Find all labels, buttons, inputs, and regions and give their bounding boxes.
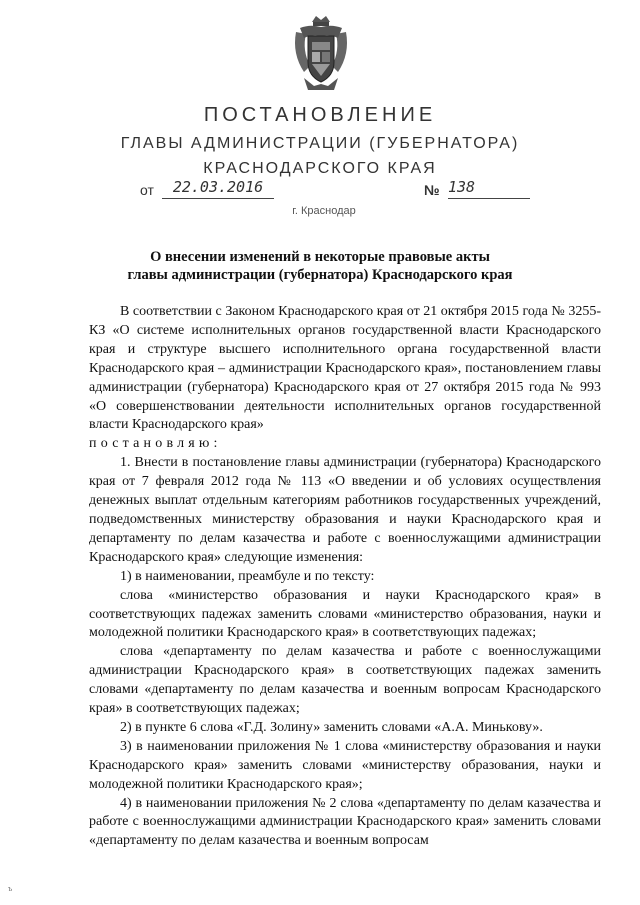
item-1-paragraph: 1. Внести в постановление главы администрации (губернатора) Краснодарского края от 7 февраля 2012 года № 113 «О введении и об условиях осуществления денежных выплат отдельным категориям работников государственных учреждений, подведомственных министерству образования и науки Краснодарского края и департаменту по делам казачества и работе с военнослужащими администрации Краснодарского края» следующие изменения: [89, 455, 601, 565]
subitem-4-paragraph: 4) в наименовании приложения № 2 слова «департаменту по делам казачества и работе с военнослужащими администрации Краснодарского края» заменить словами «департаменту по делам казачества и военным вопросам [89, 795, 601, 849]
city-label: г. Краснодар [292, 205, 356, 217]
krasnodar-coat-of-arms-icon [290, 14, 352, 94]
replace-department-paragraph: слова «департаменту по делам казачества и работе с военнослужащими администрации Краснодарского края» в соответствующих падежах заменить словами «департаменту по делам казачества и военным вопросам Краснодарского края» в соответствующих падежах; [89, 644, 601, 717]
document-subject [60, 248, 580, 284]
subject-line-1: О внесении изменений в некоторые правовые акты [150, 249, 490, 265]
document-type-title: ПОСТАНОВЛЕНИЕ [203, 104, 437, 126]
issuer-line-1: ГЛАВЫ АДМИНИСТРАЦИИ (ГУБЕРНАТОРА) [120, 135, 520, 152]
document-body [89, 303, 601, 851]
replace-ministry-paragraph: слова «министерство образования и науки Краснодарского края» в соответствующих падежах заменить словами «министерство образования, науки и молодежной политики Краснодарского края» в соответствующих падежах; [89, 587, 601, 641]
issuer-line-2: КРАСНОДАРСКОГО КРАЯ [203, 160, 437, 177]
number-value: 138 [448, 178, 530, 199]
corner-mark: ъ [8, 884, 13, 893]
number-label: № [424, 182, 440, 198]
subitem-3-paragraph: 3) в наименовании приложения № 1 слова «министерству образования и науки Краснодарского края» заменить словами «министерству образования, науки и молодежной политики Краснодарского края»; [89, 738, 601, 792]
preamble-paragraph: В соответствии с Законом Краснодарского края от 21 октября 2015 года № 3255-КЗ «О системе исполнительных органов государственной власти Краснодарского края и структуре высшего исполнительного органа государственной власти Краснодарского края – администрации Краснодарского края», постановлением главы администрации (губернатора) Краснодарского края от 27 октября 2015 года № 993 «О совершенствовании деятельности исполнительных органов государственной власти Краснодарского края» [89, 304, 601, 433]
subitem-2-paragraph: 2) в пункте 6 слова «Г.Д. Золину» заменить словами «А.А. Минькову». [120, 719, 543, 735]
subject-line-2: главы администрации (губернатора) Краснодарского края [127, 267, 513, 283]
decree-word: постановляю: [89, 436, 222, 452]
date-label: от [140, 182, 154, 198]
subitem-1-paragraph: 1) в наименовании, преамбуле и по тексту: [120, 568, 375, 584]
date-value: 22.03.2016 [162, 178, 274, 199]
